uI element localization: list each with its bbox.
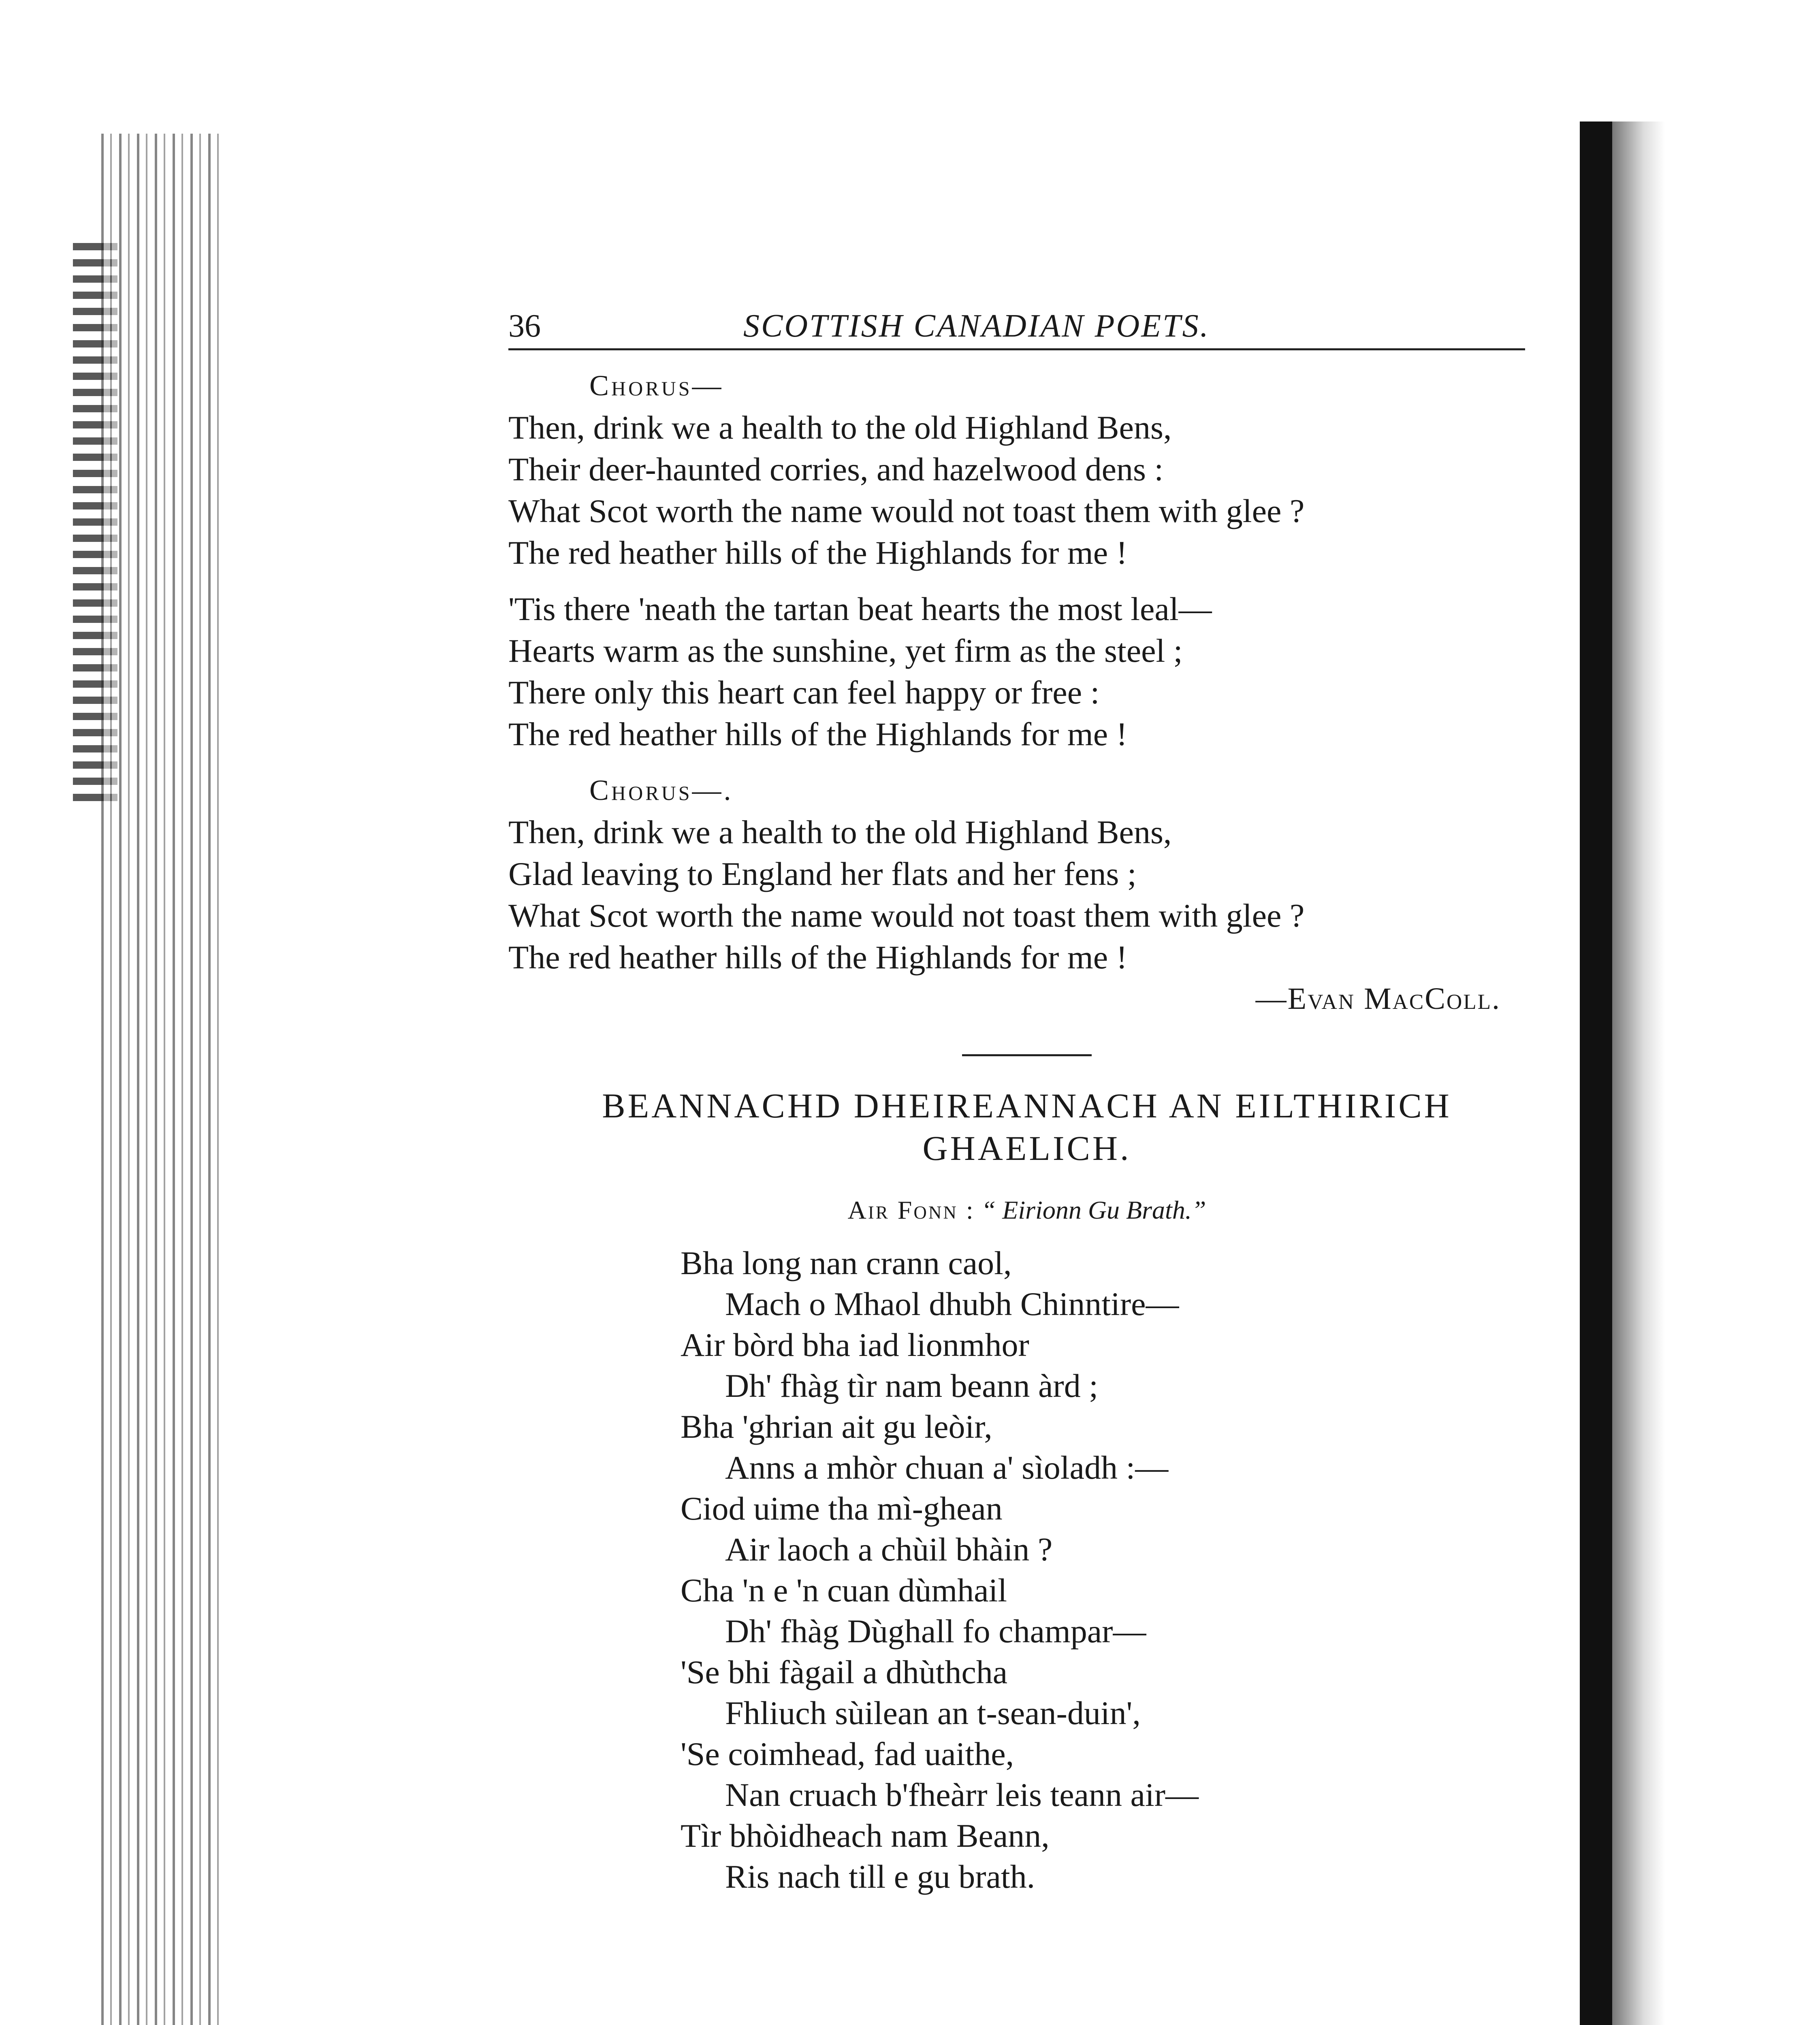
poem-line: Dh' fhàg tìr nam beann àrd ;	[725, 1367, 1099, 1404]
scan-binding-shadow	[101, 134, 223, 2025]
poem-line: There only this heart can feel happy or free :	[508, 674, 1100, 711]
running-title: SCOTTISH CANADIAN POETS.	[743, 308, 1210, 344]
author-attribution: —Evan MacColl.	[1255, 982, 1501, 1016]
poem-line: Their deer-haunted corries, and hazelwood dens :	[508, 451, 1164, 488]
chorus-label: Chorus—.	[589, 774, 734, 806]
poem-line: Air laoch a chùil bhàin ?	[725, 1531, 1053, 1568]
poem-line: Air bòrd bha iad lionmhor	[681, 1326, 1029, 1363]
chorus-stanza	[508, 811, 1545, 978]
chorus-label: Chorus—	[589, 369, 724, 402]
poem-line: Nan cruach b'fheàrr leis teann air—	[725, 1776, 1199, 1813]
chorus-stanza	[508, 407, 1545, 573]
poem-line: Dh' fhàg Dùghall fo champar—	[725, 1613, 1146, 1650]
poem-line: Tìr bhòidheach nam Beann,	[681, 1817, 1050, 1854]
poem-highland-bens	[508, 365, 1545, 1020]
poem-line: Cha 'n e 'n cuan dùmhail	[681, 1572, 1007, 1609]
poem-line: Anns a mhòr chuan a' sìoladh :—	[725, 1449, 1169, 1486]
poem-line: Hearts warm as the sunshine, yet firm as the steel ;	[508, 632, 1183, 669]
page-number: 36	[508, 308, 541, 344]
book-page	[508, 292, 1545, 1897]
air-note	[508, 1190, 1545, 1230]
poem-line: Then, drink we a health to the old Highland Bens,	[508, 409, 1172, 446]
poem-gaelic	[508, 1085, 1545, 1897]
scan-right-edge	[1580, 122, 1612, 2025]
poem-title: BEANNACHD DHEIREANNACH AN EILTHIRICH	[602, 1086, 1452, 1125]
poem-line: Then, drink we a health to the old Highland Bens,	[508, 814, 1172, 850]
poem-line: What Scot worth the name would not toast them with glee ?	[508, 492, 1305, 529]
verse-stanza	[508, 588, 1545, 755]
gaelic-stanza	[681, 1243, 1545, 1897]
poem-line: 'Se coimhead, fad uaithe,	[681, 1735, 1014, 1772]
poem-line: The red heather hills of the Highlands for me !	[508, 716, 1127, 752]
poem-line: The red heather hills of the Highlands for me !	[508, 939, 1127, 976]
poem-line: 'Tis there 'neath the tartan beat hearts the most leal—	[508, 590, 1212, 627]
poem-line: Mach o Mhaol dhubh Chinntire—	[725, 1285, 1179, 1322]
poem-line: Glad leaving to England her flats and her fens ;	[508, 855, 1137, 892]
poem-line: Fhliuch sùilean an t-sean-duin',	[725, 1695, 1141, 1731]
poem-line: Ris nach till e gu brath.	[725, 1858, 1035, 1895]
poem-line: Bha long nan crann caol,	[681, 1245, 1012, 1281]
poem-line: What Scot worth the name would not toast them with glee ?	[508, 897, 1305, 934]
poem-line: Bha 'ghrian ait gu leòir,	[681, 1408, 992, 1445]
air-tune: “ Eirionn Gu Brath.”	[981, 1196, 1206, 1224]
poem-line: 'Se bhi fàgail a dhùthcha	[681, 1654, 1008, 1690]
section-divider	[962, 1054, 1092, 1056]
scan-right-shadow	[1612, 122, 1665, 2025]
poem-line: Ciod uime tha mì-ghean	[681, 1490, 1003, 1527]
poem-title-continued: GHAELICH.	[922, 1129, 1131, 1168]
poem-line: The red heather hills of the Highlands for me !	[508, 534, 1127, 571]
air-label: Air Fonn :	[847, 1196, 975, 1224]
running-head	[508, 292, 1545, 348]
